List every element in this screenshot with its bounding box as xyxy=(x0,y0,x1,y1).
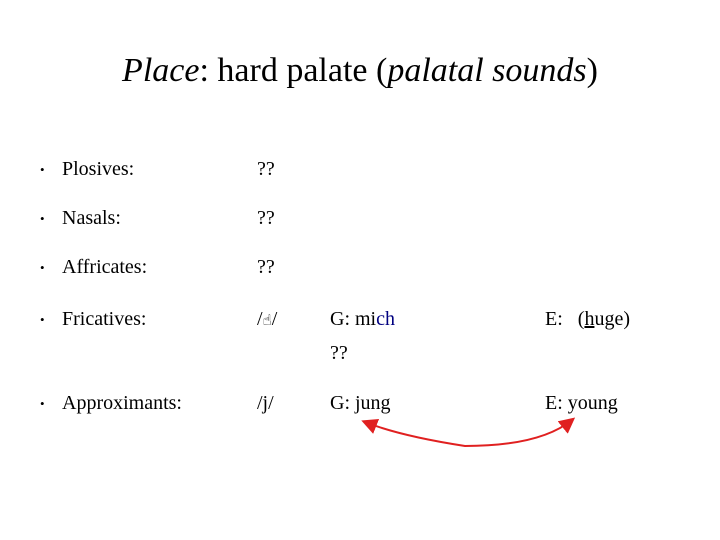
bullet-icon: • xyxy=(40,312,45,327)
bullet-icon: • xyxy=(40,260,45,275)
bullet-icon: • xyxy=(40,162,45,177)
label-affricates: Affricates: xyxy=(62,256,148,278)
german-prefix: G: mi xyxy=(330,308,377,330)
slash-close: / xyxy=(271,308,278,330)
title-place: Place xyxy=(122,52,200,89)
symbol-plosives: ?? xyxy=(257,158,275,180)
bullet-icon: • xyxy=(40,211,45,226)
title-sep: : hard palate ( xyxy=(199,52,388,89)
symbol-nasals: ?? xyxy=(257,207,275,229)
english-example-approximants: E: young xyxy=(545,392,618,414)
title-palatal-sounds: palatal sounds xyxy=(387,52,587,89)
english-suffix: uge) xyxy=(594,308,630,330)
slash-open: / xyxy=(257,308,263,330)
label-approximants: Approximants: xyxy=(62,392,182,414)
arrow-curve xyxy=(365,420,572,446)
bullet-icon: • xyxy=(40,396,45,411)
german-highlight: ch xyxy=(376,308,396,330)
german-example-approximants: G: jung xyxy=(330,392,391,414)
symbol-glyph: ☝ xyxy=(262,311,272,329)
label-nasals: Nasals: xyxy=(62,207,121,229)
english-prefix: E: ( xyxy=(545,308,585,330)
label-fricatives: Fricatives: xyxy=(62,308,147,330)
symbol-approximants: /j/ xyxy=(257,392,274,414)
label-plosives: Plosives: xyxy=(62,158,135,180)
english-underlined: h xyxy=(584,308,595,330)
symbol-affricates: ?? xyxy=(257,256,275,278)
title-close: ) xyxy=(586,52,598,89)
german-second-fricatives: ?? xyxy=(330,342,348,364)
